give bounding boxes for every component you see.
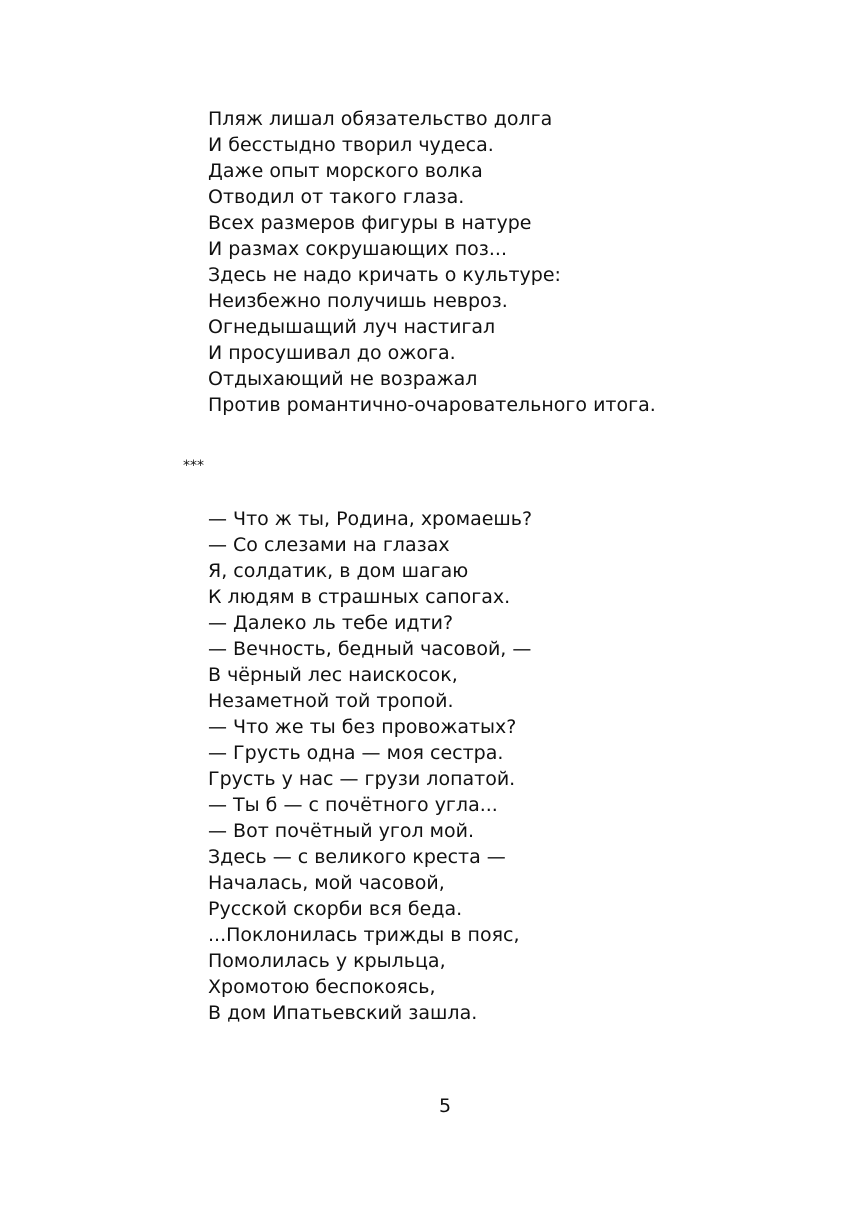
poem-line: Грусть у нас — грузи лопатой.: [208, 768, 516, 790]
poem-line: — Что же ты без провожатых?: [208, 716, 517, 738]
poem-line: — Что ж ты, Родина, хромаешь?: [208, 508, 533, 530]
poem-line: В дом Ипатьевский зашла.: [208, 1002, 478, 1024]
page-number: 5: [438, 1095, 452, 1117]
poem-line: — Вот почётный угол мой.: [208, 820, 475, 842]
poem-line: — Вечность, бедный часовой, —: [208, 638, 532, 660]
poem-line: В чёрный лес наискосок,: [208, 664, 458, 686]
poem-line: Здесь не надо кричать о культуре:: [208, 264, 561, 286]
poem-line: Незаметной той тропой.: [208, 690, 454, 712]
poem-line: Даже опыт морского волка: [208, 160, 483, 182]
poem-line: Помолилась у крыльца,: [208, 950, 446, 972]
poem-line: Началась, мой часовой,: [208, 872, 445, 894]
poem-line: — Грусть одна — моя сестра.: [208, 742, 504, 764]
poem-line: Отдыхающий не возражал: [208, 368, 478, 390]
poem-line: — Со слезами на глазах: [208, 534, 450, 556]
poem-line: Отводил от такого глаза.: [208, 186, 465, 208]
poem-line: Пляж лишал обязательство долга: [208, 108, 553, 130]
poem-line: Неизбежно получишь невроз.: [208, 290, 508, 312]
poem-line: Русской скорби вся беда.: [208, 898, 463, 920]
poem-line: И просушивал до ожога.: [208, 342, 456, 364]
poem-line: Огнедышащий луч настигал: [208, 316, 496, 338]
poem-stanza-1: [208, 106, 656, 418]
poem-line: Здесь — с великого креста —: [208, 846, 506, 868]
poem-line: — Ты б — с почётного угла...: [208, 794, 498, 816]
section-separator: ***: [183, 458, 204, 474]
poem-line: Всех размеров фигуры в натуре: [208, 212, 532, 234]
poem-line: И размах сокрушающих поз...: [208, 238, 507, 260]
poem-line: К людям в страшных сапогах.: [208, 586, 511, 608]
poem-line: — Далеко ль тебе идти?: [208, 612, 454, 634]
poem-line: Я, солдатик, в дом шагаю: [208, 560, 469, 582]
poem-line: Против романтично-очаровательного итога.: [208, 394, 656, 416]
poem-stanza-2: [208, 506, 532, 1026]
poem-line: Хромотою беспокоясь,: [208, 976, 436, 998]
poem-line: ...Поклонилась трижды в пояс,: [208, 924, 520, 946]
poem-line: И бесстыдно творил чудеса.: [208, 134, 494, 156]
